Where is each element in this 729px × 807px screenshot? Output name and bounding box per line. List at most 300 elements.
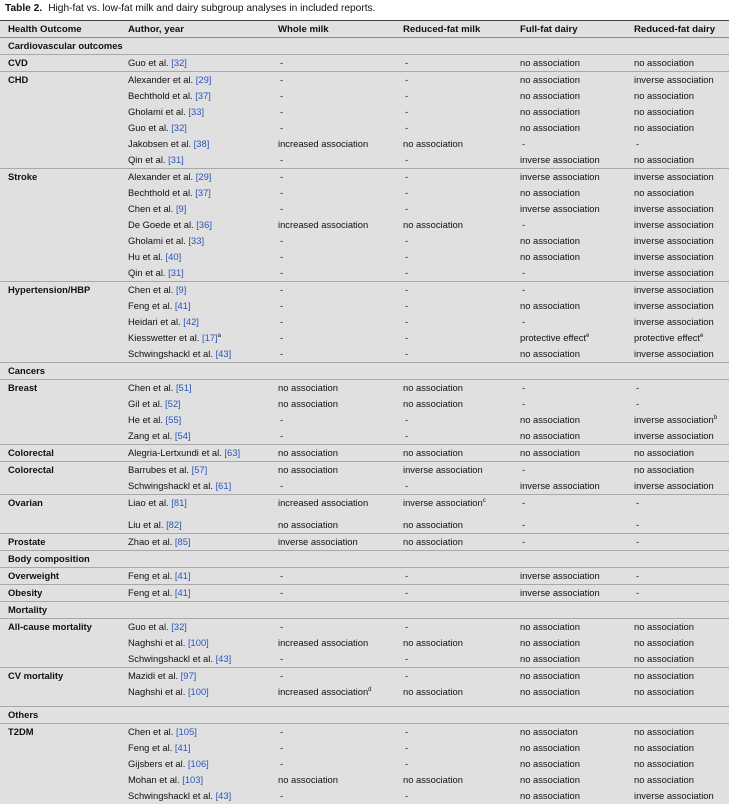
reference-link[interactable]: [29] (195, 74, 212, 85)
reference-link[interactable]: [103] (182, 774, 204, 785)
cell-value: - (405, 122, 409, 133)
table-body (0, 38, 729, 805)
table-row (0, 282, 729, 299)
whole-milk-cell (270, 346, 395, 363)
author-cell (120, 772, 270, 788)
author-name: Feng et al. (128, 587, 173, 598)
cell-value: no association (634, 187, 694, 198)
cell-value: - (280, 251, 284, 262)
full-fat-dairy-cell (512, 380, 626, 397)
table-row (0, 585, 729, 602)
reference-link[interactable]: [51] (175, 382, 192, 393)
outcome-cell (0, 233, 120, 249)
full-fat-dairy-cell (512, 668, 626, 685)
reduced-fat-dairy-cell (626, 651, 729, 668)
author-name: Gholami et al. (128, 235, 186, 246)
full-fat-dairy-cell (512, 169, 626, 186)
cell-value: - (280, 414, 284, 425)
reference-link[interactable]: [55] (165, 414, 182, 425)
reference-link[interactable]: [106] (187, 758, 209, 769)
table-row (0, 635, 729, 651)
cell-value: - (405, 332, 409, 343)
cell-value: no association (520, 187, 580, 198)
author-cell (120, 136, 270, 152)
cell-value: no association (520, 90, 580, 101)
reference-link[interactable]: [85] (174, 536, 191, 547)
cell-value: - (405, 742, 409, 753)
table-row (0, 495, 729, 518)
author-cell (120, 314, 270, 330)
author-cell (120, 104, 270, 120)
reference-link[interactable]: [81] (171, 497, 187, 508)
section-label: Body composition (0, 551, 729, 568)
table-row (0, 217, 729, 233)
outcome-cell (0, 120, 120, 136)
author-cell (120, 217, 270, 233)
cell-value: - (280, 332, 284, 343)
cell-value: - (405, 570, 409, 581)
cell-value: inverse association (634, 171, 714, 182)
outcome-cell (0, 185, 120, 201)
reduced-fat-milk-cell (395, 314, 512, 330)
table-row (0, 396, 729, 412)
author-cell (120, 88, 270, 104)
section-row (0, 707, 729, 724)
cell-value: no association (520, 348, 580, 359)
full-fat-dairy-cell (512, 585, 626, 602)
whole-milk-cell (270, 651, 395, 668)
reduced-fat-milk-cell (395, 668, 512, 685)
author-cell (120, 740, 270, 756)
reduced-fat-milk-cell (395, 635, 512, 651)
outcome-cell (0, 88, 120, 104)
author-cell (120, 495, 270, 518)
cell-value: - (280, 430, 284, 441)
cell-value: - (405, 106, 409, 117)
cell-value: no association (278, 398, 338, 409)
whole-milk-cell (270, 788, 395, 804)
cell-value: - (280, 90, 284, 101)
table-row (0, 478, 729, 495)
cell-value: no association (520, 430, 580, 441)
full-fat-dairy-cell (512, 282, 626, 299)
reference-link[interactable]: [97] (180, 670, 197, 681)
outcome-cell: Breast (0, 380, 120, 397)
cell-value: - (405, 235, 409, 246)
footnote-marker: c (482, 497, 486, 504)
col-reduced-fat-milk: Reduced-fat milk (395, 21, 512, 38)
outcome-cell (0, 201, 120, 217)
whole-milk-cell (270, 169, 395, 186)
cell-value: - (280, 653, 284, 664)
reduced-fat-milk-cell (395, 445, 512, 462)
cell-value: inverse association (634, 430, 714, 441)
reference-link[interactable]: [43] (215, 790, 232, 801)
author-name: Alegria-Lertxundi et al. (128, 447, 222, 458)
reference-link[interactable]: [32] (171, 122, 187, 133)
reduced-fat-milk-cell (395, 380, 512, 397)
table-row (0, 88, 729, 104)
author-name: Zang et al. (128, 430, 173, 441)
author-name: Chen et al. (128, 382, 174, 393)
author-name: Liu et al. (128, 519, 164, 530)
author-name: Zhao et al. (128, 536, 173, 547)
cell-value: - (522, 219, 526, 230)
full-fat-dairy-cell (512, 72, 626, 89)
reference-link[interactable]: [32] (171, 57, 187, 68)
cell-value: - (636, 398, 640, 409)
reduced-fat-milk-cell (395, 428, 512, 445)
table-row (0, 788, 729, 804)
cell-value: no association (278, 382, 338, 393)
col-whole-milk: Whole milk (270, 21, 395, 38)
full-fat-dairy-cell (512, 201, 626, 217)
cell-value: - (280, 316, 284, 327)
reduced-fat-dairy-cell (626, 185, 729, 201)
reduced-fat-milk-cell (395, 217, 512, 233)
cell-value: no association (634, 774, 694, 785)
full-fat-dairy-cell (512, 120, 626, 136)
author-cell (120, 619, 270, 636)
reduced-fat-dairy-cell (626, 104, 729, 120)
reduced-fat-dairy-cell (626, 534, 729, 551)
reference-link[interactable]: [32] (171, 621, 187, 632)
table-row (0, 445, 729, 462)
cell-value: no association (403, 398, 463, 409)
outcome-cell: Obesity (0, 585, 120, 602)
author-cell (120, 169, 270, 186)
reduced-fat-dairy-cell (626, 478, 729, 495)
cell-value: no association (520, 122, 580, 133)
outcome-cell: Stroke (0, 169, 120, 186)
reference-link[interactable]: [37] (195, 90, 211, 101)
table-row (0, 772, 729, 788)
reduced-fat-dairy-cell (626, 740, 729, 756)
author-cell (120, 249, 270, 265)
reference-link[interactable]: [41] (174, 587, 191, 598)
cell-value: inverse association (634, 348, 714, 359)
reference-link[interactable]: [41] (174, 570, 191, 581)
reduced-fat-dairy-cell (626, 495, 729, 518)
full-fat-dairy-cell (512, 346, 626, 363)
reduced-fat-dairy-cell (626, 55, 729, 72)
whole-milk-cell (270, 619, 395, 636)
cell-value: no association (520, 670, 580, 681)
table-caption (0, 0, 729, 20)
cell-value: - (405, 621, 409, 632)
cell-value: - (280, 670, 284, 681)
cell-value: no association (634, 447, 694, 458)
reduced-fat-milk-cell (395, 412, 512, 428)
cell-value: no association (520, 74, 580, 85)
cell-value: - (636, 138, 640, 149)
whole-milk-cell (270, 462, 395, 479)
reduced-fat-milk-cell (395, 120, 512, 136)
author-cell (120, 635, 270, 651)
full-fat-dairy-cell (512, 104, 626, 120)
author-cell (120, 120, 270, 136)
author-cell (120, 396, 270, 412)
author-cell (120, 380, 270, 397)
cell-value: increased association (278, 138, 369, 149)
cell-value: - (405, 74, 409, 85)
author-name: Gholami et al. (128, 106, 186, 117)
reduced-fat-dairy-cell (626, 619, 729, 636)
whole-milk-cell (270, 55, 395, 72)
whole-milk-cell (270, 298, 395, 314)
cell-value: - (405, 316, 409, 327)
cell-value: - (405, 90, 409, 101)
section-label: Mortality (0, 602, 729, 619)
reference-link[interactable]: [40] (165, 251, 182, 262)
cell-value: inverse association (634, 790, 714, 801)
reduced-fat-dairy-cell (626, 428, 729, 445)
cell-value: - (405, 790, 409, 801)
reduced-fat-milk-cell (395, 55, 512, 72)
col-health-outcome: Health Outcome (0, 21, 120, 38)
reference-link[interactable]: [33] (188, 106, 205, 117)
author-name: Guo et al. (128, 621, 169, 632)
cell-value: - (280, 742, 284, 753)
table-row (0, 724, 729, 741)
whole-milk-cell (270, 495, 395, 518)
author-name: Chen et al. (128, 284, 174, 295)
reference-link[interactable]: [17] (202, 332, 218, 343)
full-fat-dairy-cell (512, 635, 626, 651)
reference-link[interactable]: [100] (187, 686, 209, 697)
outcome-cell: Colorectal (0, 462, 120, 479)
author-cell (120, 298, 270, 314)
reduced-fat-dairy-cell (626, 788, 729, 804)
reference-link[interactable]: [31] (168, 154, 184, 165)
full-fat-dairy-cell (512, 298, 626, 314)
whole-milk-cell (270, 756, 395, 772)
author-name: Feng et al. (128, 742, 173, 753)
full-fat-dairy-cell (512, 684, 626, 707)
table-row (0, 314, 729, 330)
author-name: De Goede et al. (128, 219, 194, 230)
whole-milk-cell (270, 152, 395, 169)
author-name: Hu et al. (128, 251, 163, 262)
table-row (0, 668, 729, 685)
cell-value: - (522, 464, 526, 475)
outcome-cell (0, 740, 120, 756)
cell-value: inverse association (520, 480, 600, 491)
full-fat-dairy-cell (512, 740, 626, 756)
reference-link[interactable]: [57] (191, 464, 208, 475)
table-row (0, 298, 729, 314)
reference-link[interactable]: [105] (175, 726, 197, 737)
reference-link[interactable]: [33] (188, 235, 205, 246)
reduced-fat-dairy-cell (626, 635, 729, 651)
table-row (0, 462, 729, 479)
section-row (0, 602, 729, 619)
outcome-cell (0, 396, 120, 412)
outcome-cell: Ovarian (0, 495, 120, 518)
full-fat-dairy-cell (512, 330, 626, 346)
author-name: Feng et al. (128, 300, 173, 311)
outcome-cell: CV mortality (0, 668, 120, 685)
footnote-marker: b (713, 414, 718, 421)
cell-value: - (522, 536, 526, 547)
cell-value: inverse association (634, 267, 714, 278)
reference-link[interactable]: [41] (174, 742, 191, 753)
reduced-fat-milk-cell (395, 756, 512, 772)
reduced-fat-dairy-cell (626, 684, 729, 707)
cell-value: - (280, 790, 284, 801)
outcome-cell: Overweight (0, 568, 120, 585)
reduced-fat-dairy-cell (626, 120, 729, 136)
author-name: Naghshi et al. (128, 686, 186, 697)
author-name: Mohan et al. (128, 774, 180, 785)
author-name: Chen et al. (128, 203, 174, 214)
reduced-fat-dairy-cell (626, 517, 729, 534)
author-cell (120, 462, 270, 479)
outcome-cell (0, 412, 120, 428)
cell-value: - (522, 267, 526, 278)
cell-value: protective effect (634, 332, 701, 343)
cell-value: - (280, 587, 284, 598)
cell-value: - (405, 758, 409, 769)
outcome-cell (0, 478, 120, 495)
whole-milk-cell (270, 534, 395, 551)
reference-link[interactable]: [63] (224, 447, 241, 458)
outcome-cell (0, 651, 120, 668)
reduced-fat-milk-cell (395, 169, 512, 186)
reference-link[interactable]: [9] (175, 284, 187, 295)
whole-milk-cell (270, 445, 395, 462)
full-fat-dairy-cell (512, 517, 626, 534)
table-row (0, 740, 729, 756)
reduced-fat-milk-cell (395, 136, 512, 152)
reduced-fat-dairy-cell (626, 724, 729, 741)
cell-value: - (280, 621, 284, 632)
author-cell (120, 233, 270, 249)
reference-link[interactable]: [29] (195, 171, 212, 182)
cell-value: no association (403, 519, 463, 530)
cell-value: - (636, 382, 640, 393)
reduced-fat-milk-cell (395, 72, 512, 89)
reference-link[interactable]: [43] (215, 348, 232, 359)
author-name: Feng et al. (128, 570, 173, 581)
cell-value: no association (520, 106, 580, 117)
cell-value: inverse association (403, 464, 483, 475)
cell-value: - (405, 587, 409, 598)
cell-value: inverse association (520, 171, 600, 182)
reduced-fat-milk-cell (395, 185, 512, 201)
cell-value: no association (520, 742, 580, 753)
cell-value: - (405, 300, 409, 311)
reduced-fat-milk-cell (395, 619, 512, 636)
full-fat-dairy-cell (512, 724, 626, 741)
footnote-marker: d (368, 686, 372, 693)
reduced-fat-dairy-cell (626, 445, 729, 462)
full-fat-dairy-cell (512, 412, 626, 428)
reduced-fat-dairy-cell (626, 668, 729, 685)
reference-link[interactable]: [38] (193, 138, 210, 149)
outcome-cell (0, 298, 120, 314)
table-row (0, 169, 729, 186)
reduced-fat-milk-cell (395, 152, 512, 169)
whole-milk-cell (270, 740, 395, 756)
section-row (0, 363, 729, 380)
reference-link[interactable]: [41] (174, 300, 191, 311)
reduced-fat-dairy-cell (626, 346, 729, 363)
cell-value: no association (520, 790, 580, 801)
cell-value: no association (403, 138, 463, 149)
whole-milk-cell (270, 684, 395, 707)
full-fat-dairy-cell (512, 534, 626, 551)
cell-value: - (280, 122, 284, 133)
reduced-fat-milk-cell (395, 684, 512, 707)
reference-link[interactable]: [43] (215, 653, 232, 664)
reference-link[interactable]: [61] (215, 480, 232, 491)
reference-link[interactable]: [37] (195, 187, 211, 198)
whole-milk-cell (270, 517, 395, 534)
reference-link[interactable]: [42] (183, 316, 199, 327)
reduced-fat-dairy-cell (626, 772, 729, 788)
full-fat-dairy-cell (512, 249, 626, 265)
whole-milk-cell (270, 72, 395, 89)
reduced-fat-dairy-cell (626, 396, 729, 412)
section-label: Others (0, 707, 729, 724)
author-cell (120, 55, 270, 72)
reference-link[interactable]: [31] (168, 267, 184, 278)
cell-value: - (280, 171, 284, 182)
author-cell (120, 445, 270, 462)
cell-value: - (522, 382, 526, 393)
reduced-fat-dairy-cell (626, 249, 729, 265)
cell-value: no association (520, 686, 580, 697)
table-row (0, 428, 729, 445)
table-row (0, 412, 729, 428)
whole-milk-cell (270, 428, 395, 445)
cell-value: - (280, 348, 284, 359)
cell-value: no association (634, 686, 694, 697)
cell-value: no association (520, 758, 580, 769)
whole-milk-cell (270, 396, 395, 412)
reduced-fat-milk-cell (395, 346, 512, 363)
reduced-fat-milk-cell (395, 330, 512, 346)
author-cell (120, 651, 270, 668)
outcome-cell: T2DM (0, 724, 120, 741)
reduced-fat-dairy-cell (626, 72, 729, 89)
cell-value: - (405, 348, 409, 359)
reference-link[interactable]: [82] (166, 519, 182, 530)
full-fat-dairy-cell (512, 314, 626, 330)
outcome-cell: Hypertension/HBP (0, 282, 120, 299)
cell-value: - (280, 154, 284, 165)
author-cell (120, 72, 270, 89)
whole-milk-cell (270, 88, 395, 104)
reference-link[interactable]: [9] (175, 203, 187, 214)
whole-milk-cell (270, 724, 395, 741)
outcome-cell: CHD (0, 72, 120, 89)
cell-value: no association (520, 235, 580, 246)
whole-milk-cell (270, 185, 395, 201)
table-row (0, 346, 729, 363)
cell-value: no association (520, 621, 580, 632)
reference-link[interactable]: [36] (196, 219, 212, 230)
reference-link[interactable]: [54] (174, 430, 191, 441)
cell-value: no association (403, 219, 463, 230)
outcome-cell (0, 517, 120, 534)
cell-value: inverse association (634, 74, 714, 85)
reference-link[interactable]: [52] (165, 398, 181, 409)
outcome-cell (0, 346, 120, 363)
reference-link[interactable]: [100] (187, 637, 209, 648)
full-fat-dairy-cell (512, 396, 626, 412)
